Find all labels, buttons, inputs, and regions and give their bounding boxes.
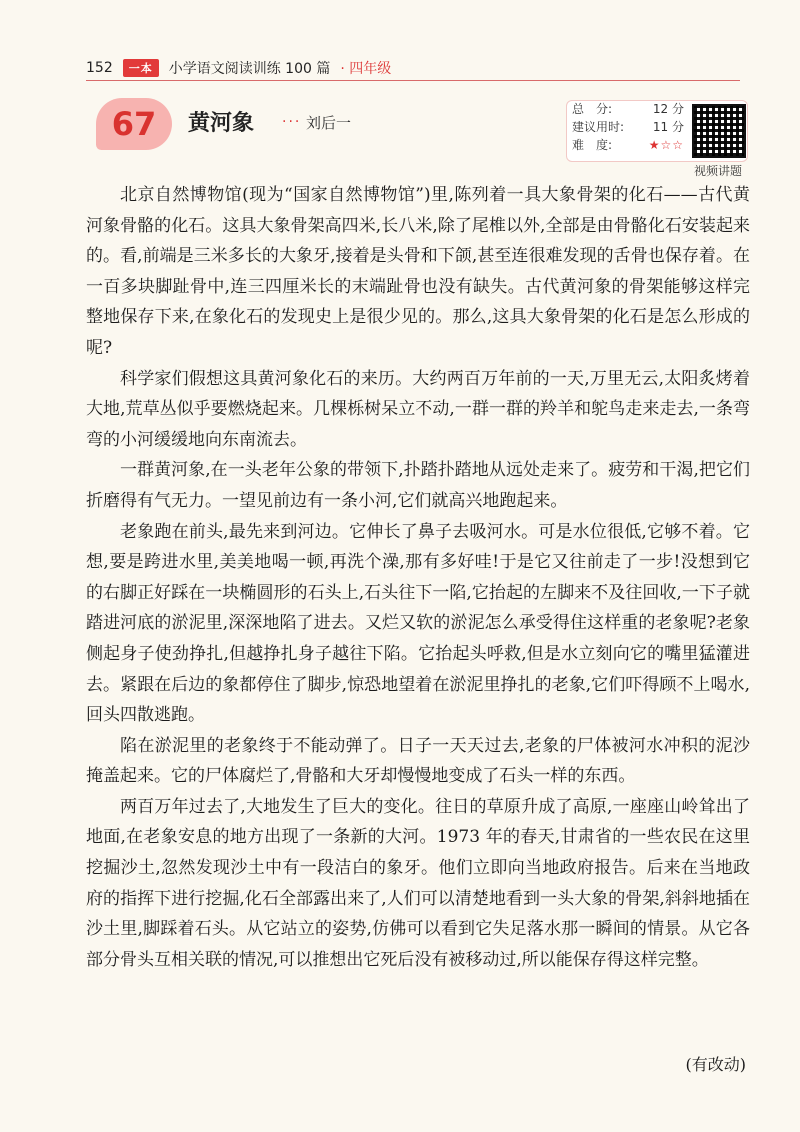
lesson-number-badge: 67 bbox=[96, 98, 172, 150]
paragraph: 北京自然博物馆(现为“国家自然博物馆”)里,陈列着一具大象骨架的化石——古代黄河象骨骼的化石。这具大象骨架高四米,长八米,除了尾椎以外,全部是由骨骼化石安装起来的。看,前端是三米多长的大象牙,接着是头骨和下颌,甚至连很难发现的舌骨也保存着。在一百多块脚趾骨中,连三四厘米长的末端趾骨也没有缺失。古代黄河象的骨架能够这样完整地保存下来,在象化石的发现史上是很少见的。那么,这具大象骨架的化石是怎么形成的呢? bbox=[86, 185, 750, 358]
page-number: 152 bbox=[86, 60, 113, 76]
time-row bbox=[572, 118, 684, 136]
info-lines bbox=[572, 100, 684, 154]
brand-logo: 一本 bbox=[123, 59, 159, 77]
grade-label: · 四年级 bbox=[340, 61, 392, 77]
paragraph: 老象跑在前头,最先来到河边。它伸长了鼻子去吸河水。可是水位很低,它够不着。它想,要是跨进水里,美美地喝一顿,再洗个澡,那有多好哇!于是它又往前走了一步!没想到它的右脚正好踩在一块椭圆形的石头上,石头往下一陷,它抬起的左脚来不及往回收,一下子就踏进河底的淤泥里,深深地陷了进去。又烂又软的淤泥怎么承受得住这样重的老象呢?老象侧起身子使劲挣扎,但越挣扎身子越往下陷。它抬起头呼救,但是水立刻向它的嘴里猛灌进去。紧跟在后边的象都停住了脚步,惊恐地望着在淤泥里挣扎的老象,它们吓得顾不上喝水,回头四散逃跑。 bbox=[86, 521, 750, 726]
paragraph: 一群黄河象,在一头老年公象的带领下,扑踏扑踏地从远处走来了。疲劳和干渴,把它们折磨得有气无力。一望见前边有一条小河,它们就高兴地跑起来。 bbox=[86, 460, 750, 511]
difficulty-row bbox=[572, 136, 684, 154]
difficulty-label: 难 度: bbox=[572, 138, 613, 152]
author-name: 刘后一 bbox=[306, 114, 352, 132]
source-note: (有改动) bbox=[685, 1055, 746, 1074]
difficulty-stars: ★☆☆ bbox=[648, 138, 684, 152]
article-body bbox=[86, 180, 750, 975]
title-dots: ··· bbox=[282, 114, 302, 130]
time-label: 建议用时: bbox=[572, 120, 625, 134]
score-row bbox=[572, 100, 684, 118]
page-header bbox=[86, 58, 391, 78]
time-value: 11 分 bbox=[652, 120, 684, 134]
paragraph: 科学家们假想这具黄河象化石的来历。大约两百万年前的一天,万里无云,太阳炙烤着大地,荒草丛似乎要燃烧起来。几棵栎树呆立不动,一群一群的羚羊和鸵鸟走来走去,一条弯弯的小河缓缓地向东南流去。 bbox=[86, 368, 750, 450]
paragraph: 陷在淤泥里的老象终于不能动弹了。日子一天天过去,老象的尸体被河水冲积的泥沙掩盖起来。它的尸体腐烂了,骨骼和大牙却慢慢地变成了石头一样的东西。 bbox=[86, 735, 750, 787]
score-label: 总 分: bbox=[572, 102, 613, 116]
series-title: 小学语文阅读训练 100 篇 bbox=[168, 61, 331, 77]
score-value: 12 分 bbox=[652, 102, 684, 116]
qr-code-icon[interactable] bbox=[692, 104, 746, 158]
header-divider bbox=[86, 80, 740, 81]
lesson-title: 黄河象 bbox=[188, 111, 255, 136]
paragraph: 两百万年过去了,大地发生了巨大的变化。往日的草原升成了高原,一座座山岭耸出了地面,在老象安息的地方出现了一条新的大河。1973 年的春天,甘肃省的一些农民在这里挖掘沙土,忽然发现沙土中有一段洁白的象牙。他们立即向当地政府报告。后来在当地政府的指挥下进行挖掘,化石全部露出来了,人们可以清楚地看到一头大象的骨架,斜斜地插在沙土里,脚踩着石头。从它站立的姿势,仿佛可以看到它失足落水那一瞬间的情景。从它各部分骨头互相关联的情况,可以推想出它死后没有被移动过,所以能保存得这样完整。 bbox=[86, 796, 750, 970]
qr-caption: 视频讲题 bbox=[694, 164, 743, 178]
